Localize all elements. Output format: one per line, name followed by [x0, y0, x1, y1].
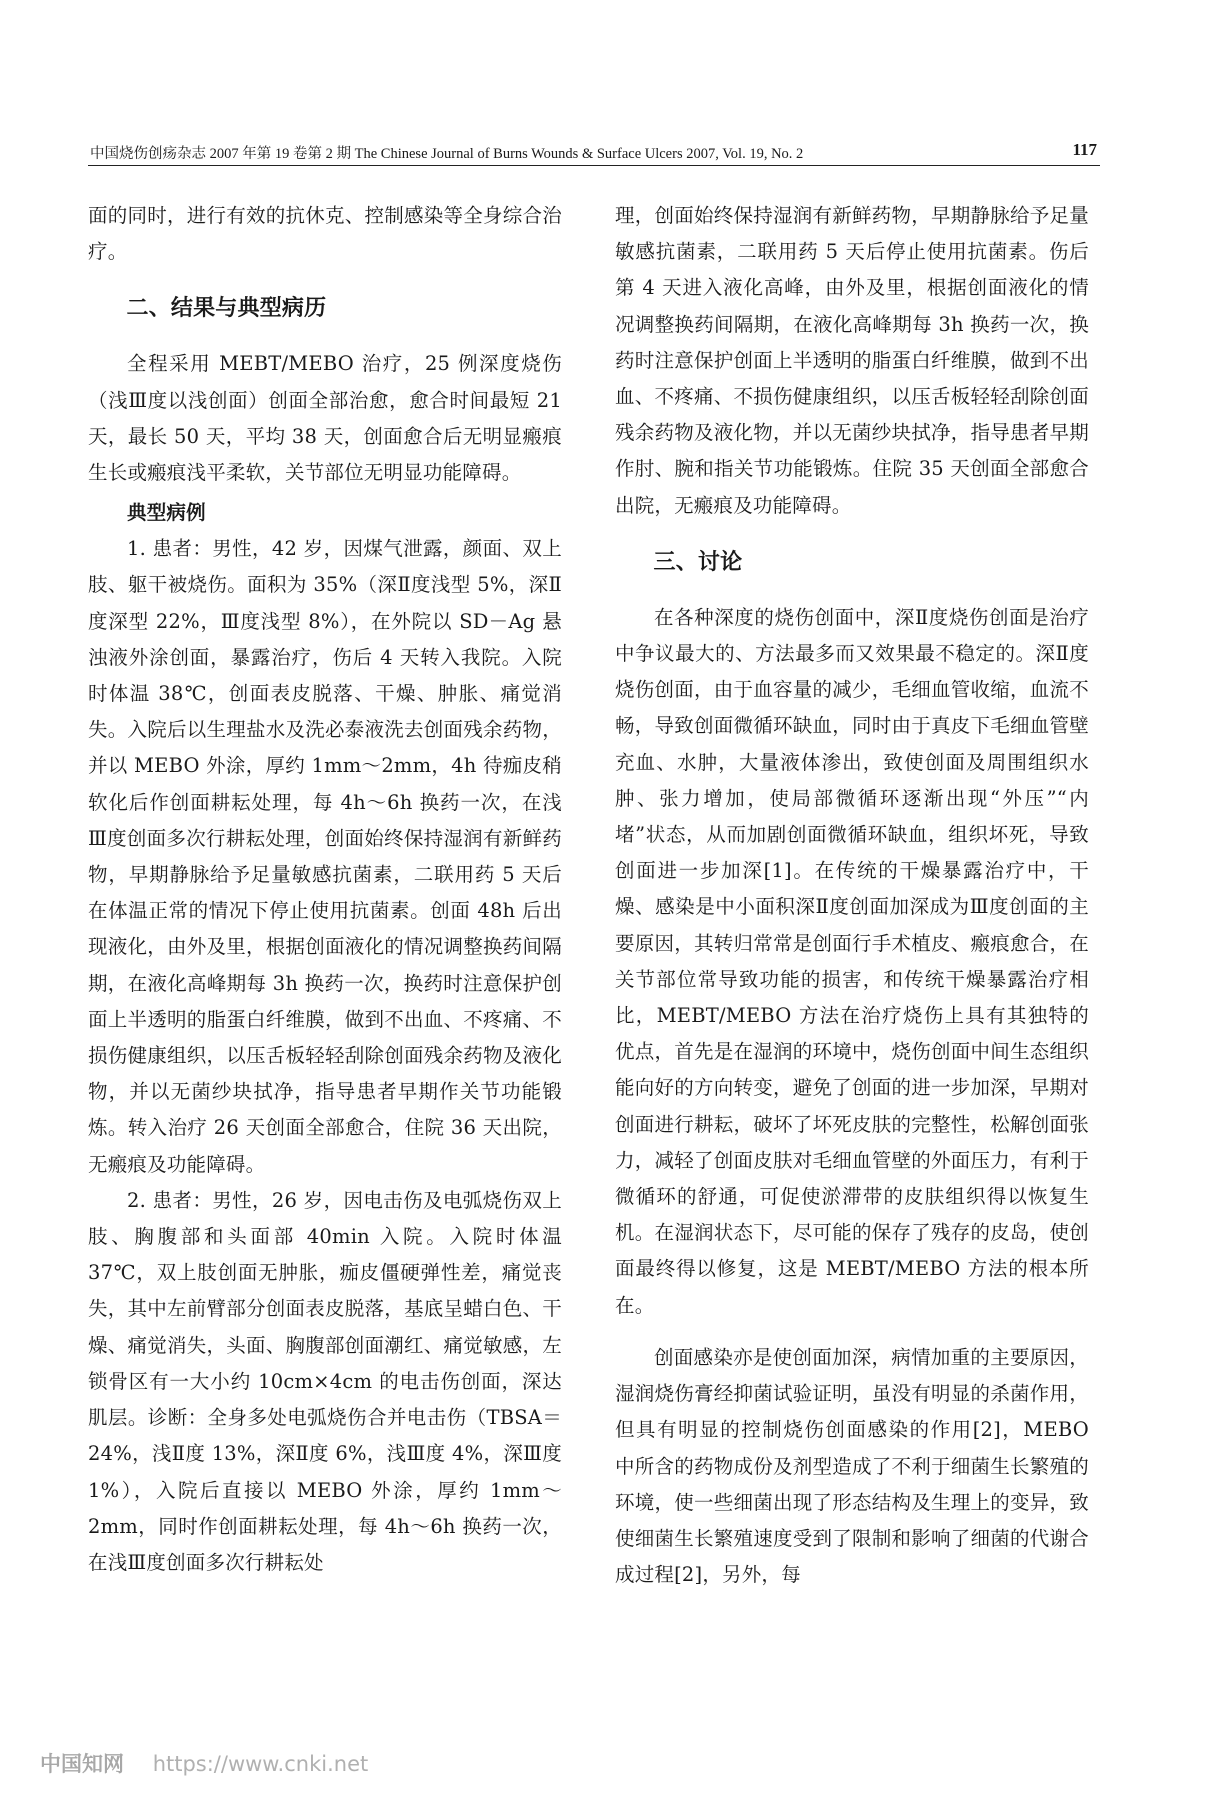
- section-3-title: 三、讨论: [653, 549, 743, 575]
- running-header: 中国烧伤创疡杂志 2007 年第 19 卷第 2 期 The Chinese Journal of Burns Wounds & Surface Ulcers 2007, Vol. 19, No. 2: [90, 146, 804, 162]
- case-1-paragraph: 1. 患者：男性，42 岁，因煤气泄露，颜面、双上肢、躯干被烧伤。面积为 35%（深Ⅱ度浅型 5%，深Ⅱ度深型 22%，Ⅲ度浅型 8%），在外院以 SD－Ag 悬浊液外涂创面，暴露治疗，伤后 4 天转入我院。入院时体温 38℃，创面表皮脱落、干燥、肿胀、痛觉消失。入院后以生理盐水及洗必泰液洗去创面残余药物，并以 MEBO 外涂，厚约 1mm～2mm，4h 待痂皮稍软化后作创面耕耘处理，每 4h～6h 换药一次，在浅Ⅲ度创面多次行耕耘处理，创面始终保持湿润有新鲜药物，早期静脉给予足量敏感抗菌素，二联用药 5 天后在体温正常的情况下停止使用抗菌素。创面 48h 后出现液化，由外及里，根据创面液化的情况调整换药间隔期，在液化高峰期每 3h 换药一次，换药时注意保护创面上半透明的脂蛋白纤维膜，做到不出血、不疼痛、不损伤健康组织，以压舌板轻轻刮除创面残余药物及液化物，并以无菌纱块拭净，指导患者早期作关节功能锻炼。转入治疗 26 天创面全部愈合，住院 36 天出院，无瘢痕及功能障碍。: [88, 537, 562, 1176]
- left-column: [88, 198, 562, 1581]
- cnki-watermark: [40, 1748, 368, 1778]
- watermark-url: https://www.cnki.net: [152, 1752, 369, 1776]
- paragraph-gap: [615, 1324, 1089, 1340]
- case-2-paragraph: 2. 患者：男性，26 岁，因电击伤及电弧烧伤双上肢、胸腹部和头面部 40min 入院。入院时体温 37℃，双上肢创面无肿胀，痂皮僵硬弹性差，痛觉丧失，其中左前臂部分创面表皮脱落，基底呈蜡白色、干燥、痛觉消失，头面、胸腹部创面潮红、痛觉敏感，左锁骨区有一大小约 10cm×4cm 的电击伤创面，深达肌层。诊断：全身多处电弧烧伤合并电击伤（TBSA＝24%，浅Ⅱ度 13%，深Ⅱ度 6%，浅Ⅲ度 4%，深Ⅲ度 1%），入院后直接以 MEBO 外涂，厚约 1mm～2mm，同时作创面耕耘处理，每 4h～6h 换药一次，在浅Ⅲ度创面多次行耕耘处: [88, 1188, 562, 1574]
- watermark-brand: 中国知网: [40, 1752, 124, 1776]
- discussion-paragraph-2: 创面感染亦是使创面加深，病情加重的主要原因，湿润烧伤膏经抑菌试验证明，虽没有明显的杀菌作用，但具有明显的控制烧伤创面感染的作用[2]，MEBO 中所含的药物成份及剂型造成了不利于细菌生长繁殖的环境，使一些细菌出现了形态结构及生理上的变异，致使细菌生长繁殖速度受到了限制和影响了细菌的代谢合成过程[2]，另外，每: [615, 1345, 1089, 1587]
- section-2-title: 二、结果与典型病历: [126, 296, 327, 322]
- page-number: 117: [1072, 140, 1097, 159]
- discussion-paragraph-1: 在各种深度的烧伤创面中，深Ⅱ度烧伤创面是治疗中争议最大的、方法最多而又效果最不稳定的。深Ⅱ度烧伤创面，由于血容量的减少，毛细血管收缩，血流不畅，导致创面微循环缺血，同时由于真皮下毛细血管壁充血、水肿，大量液体渗出，致使创面及周围组织水肿、张力增加，使局部微循环逐渐出现“外压”“内堵”状态，从而加剧创面微循环缺血，组织坏死，导致创面进一步加深[1]。在传统的干燥暴露治疗中，干燥、感染是中小面积深Ⅱ度创面加深成为Ⅲ度创面的主要原因，其转归常常是创面行手术植皮、瘢痕愈合，在关节部位常导致功能的损害，和传统干燥暴露治疗相比，MEBT/MEBO 方法在治疗烧伤上具有其独特的优点，首先是在湿润的环境中，烧伤创面中间生态组织能向好的方向转变，避免了创面的进一步加深，早期对创面进行耕耘，破坏了坏死皮肤的完整性，松解创面张力，减轻了创面皮肤对毛细血管壁的外面压力，有利于微循环的舒通，可促使淤滞带的皮肤组织得以恢复生机。在湿润状态下，尽可能的保存了残存的皮岛，使创面最终得以修复，这是 MEBT/MEBO 方法的根本所在。: [615, 605, 1089, 1317]
- right-column: [615, 198, 1089, 1593]
- intro-paragraph: 面的同时，进行有效的抗休克、控制感染等全身综合治疗。: [88, 204, 562, 264]
- results-paragraph: 全程采用 MEBT/MEBO 治疗，25 例深度烧伤（浅Ⅲ度以浅创面）创面全部治愈，愈合时间最短 21 天，最长 50 天，平均 38 天，创面愈合后无明显瘢痕生长或瘢痕浅平柔软，关节部位无明显功能障碍。: [88, 352, 562, 485]
- typical-cases-subheading: 典型病例: [127, 501, 206, 525]
- header-rule: [88, 165, 1100, 166]
- case-2-continued-paragraph: 理，创面始终保持湿润有新鲜药物，早期静脉给予足量敏感抗菌素，二联用药 5 天后停止使用抗菌素。伤后第 4 天进入液化高峰，由外及里，根据创面液化的情况调整换药间隔期，在液化高峰期每 3h 换药一次，换药时注意保护创面上半透明的脂蛋白纤维膜，做到不出血、不疼痛、不损伤健康组织，以压舌板轻轻刮除创面残余药物及液化物，并以无菌纱块拭净，指导患者早期作肘、腕和指关节功能锻炼。住院 35 天创面全部愈合出院，无瘢痕及功能障碍。: [615, 204, 1089, 517]
